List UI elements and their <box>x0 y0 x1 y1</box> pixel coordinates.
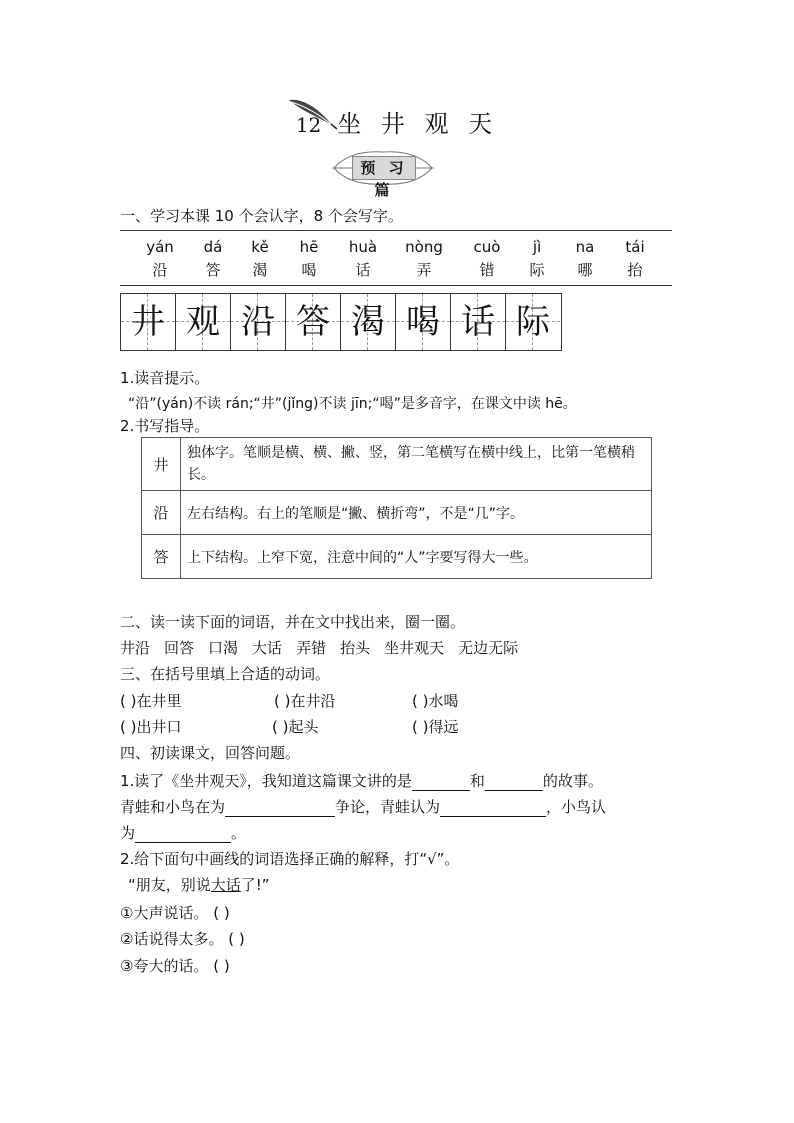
pinyin: yán <box>146 238 174 256</box>
pinyin: hē <box>299 238 319 256</box>
guide-char: 答 <box>142 535 181 579</box>
fill-item: ( )出井口 <box>120 718 182 736</box>
hanzi: 答 <box>205 261 221 279</box>
hanzi: 渴 <box>252 261 268 279</box>
grid-cell: 喝 <box>396 294 451 350</box>
fill-item: ( )得远 <box>412 718 459 736</box>
section-badge <box>330 148 436 199</box>
fill-item: ( )在井沿 <box>274 692 336 710</box>
word: 口渴 <box>208 639 239 657</box>
hanzi: 喝 <box>301 261 317 279</box>
word-list <box>120 637 532 658</box>
hanzi-row <box>0 259 794 279</box>
guide-desc: 左右结构。右上的笔顺是“撇、横折弯”，不是“几”字。 <box>181 491 652 535</box>
word: 弄错 <box>296 639 327 657</box>
badge-label: 预 习 篇 <box>352 156 416 180</box>
answer-blank[interactable] <box>440 802 546 817</box>
pinyin: huà <box>348 238 378 256</box>
question-1-line3: 为 。 <box>120 824 247 842</box>
grid-cell: 际 <box>506 294 560 350</box>
pinyin: kě <box>251 238 269 256</box>
grid-cell: 井 <box>121 294 176 350</box>
writing-guide-heading: 2.书写指导。 <box>120 417 210 435</box>
hanzi: 哪 <box>577 261 593 279</box>
word: 抬头 <box>340 639 371 657</box>
section2-heading: 二、读一读下面的词语，并在文中找出来，圈一圈。 <box>120 613 466 631</box>
question-2: 2.给下面句中画线的词语选择正确的解释，打“√”。 <box>120 850 460 868</box>
pinyin: jì <box>532 238 542 256</box>
fill-item: ( )水喝 <box>412 692 459 710</box>
word: 大话 <box>252 639 283 657</box>
grid-cell: 沿 <box>231 294 286 350</box>
table-row <box>142 535 652 579</box>
answer-blank[interactable] <box>485 776 543 791</box>
pinyin: tái <box>625 238 645 256</box>
option[interactable]: ③夸大的话。 ( ) <box>120 957 230 975</box>
pinyin-row <box>0 238 794 258</box>
hanzi: 错 <box>479 261 495 279</box>
lesson-name: 坐 井 观 天 <box>337 110 499 138</box>
hanzi: 话 <box>355 261 371 279</box>
writing-guide-table <box>141 437 652 579</box>
hanzi: 沿 <box>152 261 168 279</box>
section4-heading: 四、初读课文，回答问题。 <box>120 744 301 762</box>
reading-tip-heading: 1.读音提示。 <box>120 369 210 387</box>
section1-heading: 一、学习本课 10 个会认字，8 个会写字。 <box>120 207 403 225</box>
section3-heading: 三、在括号里填上合适的动词。 <box>120 665 331 683</box>
question-1: 1.读了《坐井观天》，我知道这篇课文讲的是 和 的故事。 <box>120 772 603 790</box>
guide-desc: 独体字。笔顺是横、横、撇、竖，第二笔横写在横中线上，比第一笔横稍长。 <box>181 438 652 491</box>
divider-top <box>120 230 672 231</box>
underlined-word: 大话 <box>210 876 241 894</box>
word: 坐井观天 <box>384 639 445 657</box>
fill-item: ( )起头 <box>272 718 319 736</box>
question-1-line2: 青蛙和小鸟在为 争论，青蛙认为 ，小鸟认 <box>120 798 607 816</box>
answer-blank[interactable] <box>412 776 470 791</box>
word: 回答 <box>164 639 195 657</box>
answer-blank[interactable] <box>225 802 335 817</box>
grid-cell: 话 <box>451 294 506 350</box>
writing-grid <box>120 293 562 351</box>
word: 无边无际 <box>458 639 519 657</box>
grid-cell: 观 <box>176 294 231 350</box>
table-row <box>142 491 652 535</box>
guide-desc: 上下结构。上窄下宽，注意中间的“人”字要写得大一些。 <box>181 535 652 579</box>
pinyin: cuò <box>473 238 501 256</box>
reading-tip-text: “沿”(yán)不读 rán;“井”(jǐng)不读 jīn;“喝”是多音字，在课文中读 hē。 <box>128 396 577 412</box>
hanzi: 抬 <box>627 261 643 279</box>
table-row <box>142 438 652 491</box>
hanzi: 际 <box>529 261 545 279</box>
grid-cell: 答 <box>286 294 341 350</box>
divider-bottom <box>120 285 672 286</box>
lesson-number: 12 <box>295 113 322 137</box>
word: 井沿 <box>120 639 151 657</box>
hanzi: 弄 <box>416 261 432 279</box>
quote: “朋友，别说大话了!” <box>128 876 270 894</box>
pinyin: nòng <box>405 238 443 256</box>
option[interactable]: ①大声说话。 ( ) <box>120 904 230 922</box>
guide-char: 沿 <box>142 491 181 535</box>
pinyin: dá <box>203 238 223 256</box>
option[interactable]: ②话说得太多。 ( ) <box>120 930 245 948</box>
answer-blank[interactable] <box>135 828 231 843</box>
guide-char: 井 <box>142 438 181 491</box>
lesson-title <box>0 104 794 139</box>
fill-item: ( )在井里 <box>120 692 182 710</box>
pinyin: na <box>575 238 595 256</box>
grid-cell: 渴 <box>341 294 396 350</box>
